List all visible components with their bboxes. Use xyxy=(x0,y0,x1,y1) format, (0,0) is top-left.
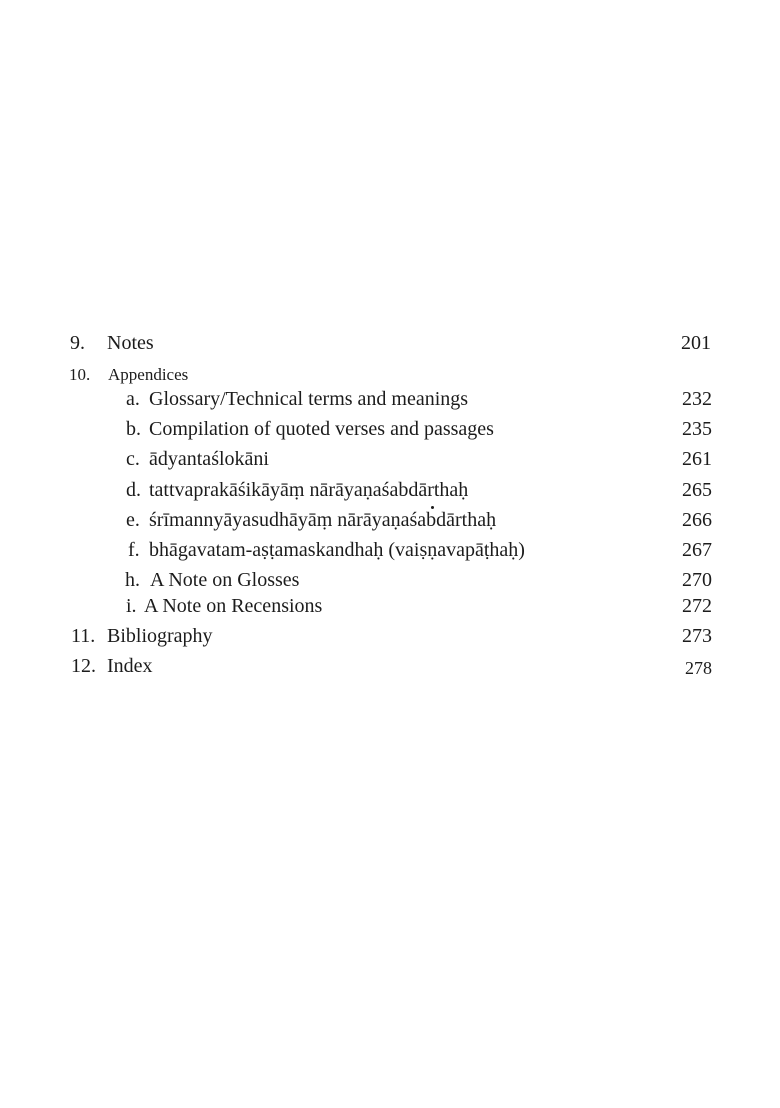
toc-entry-title: Bibliography xyxy=(107,625,213,647)
toc-entry-index xyxy=(0,655,780,681)
toc-entry-number: f. xyxy=(128,539,140,561)
toc-entry-adyantaslokani xyxy=(0,448,780,474)
toc-entry-number: h. xyxy=(125,569,140,591)
toc-entry-tattvaprakasika xyxy=(0,479,780,505)
toc-entry-page: 232 xyxy=(682,388,712,410)
toc-entry-title: Glossary/Technical terms and meanings xyxy=(149,388,469,410)
toc-entry-number: a. xyxy=(126,388,140,410)
toc-entry-title: A Note on Glosses xyxy=(150,569,300,591)
toc-entry-quoted-verses xyxy=(0,418,780,444)
toc-entry-page: 235 xyxy=(682,418,712,440)
toc-entry-number: 10. xyxy=(69,365,91,384)
toc-entry-number: e. xyxy=(126,509,140,531)
toc-entry-title: Compilation of quoted verses and passages xyxy=(149,418,494,440)
toc-entry-notes xyxy=(0,332,780,358)
toc-entry-page: 267 xyxy=(682,539,712,561)
toc-entry-page: 273 xyxy=(682,625,712,647)
toc-entry-number: 12. xyxy=(71,655,96,677)
toc-entry-title: A Note on Recensions xyxy=(144,595,323,617)
scan-dot-artifact xyxy=(431,506,434,509)
toc-entry-number: i. xyxy=(126,595,137,617)
toc-entry-number: 11. xyxy=(71,625,96,647)
toc-entry-glosses xyxy=(0,569,780,595)
toc-entry-page: 201 xyxy=(681,332,711,354)
toc-entry-title: ādyantaślokāni xyxy=(149,448,269,470)
toc-entry-title: tattvaprakāśikāyāṃ nārāyaṇaśabdārthaḥ xyxy=(149,479,469,501)
toc-entry-nyayasudha xyxy=(0,509,780,535)
toc-entry-bibliography xyxy=(0,625,780,651)
toc-entry-number: d. xyxy=(126,479,141,501)
toc-entry-bhagavatam xyxy=(0,539,780,565)
toc-entry-title: śrīmannyāyasudhāyāṃ nārāyaṇaśabdārthaḥ xyxy=(149,509,497,531)
toc-entry-number: c. xyxy=(126,448,140,470)
toc-entry-page: 270 xyxy=(682,569,712,591)
toc-entry-page: 278 xyxy=(685,658,712,678)
toc-entry-title: Index xyxy=(107,655,153,677)
toc-entry-title: Appendices xyxy=(108,365,189,384)
toc-entry-page: 266 xyxy=(682,509,712,531)
toc-entry-number: b. xyxy=(126,418,141,440)
toc-entry-glossary xyxy=(0,388,780,414)
toc-entry-number: 9. xyxy=(70,332,85,354)
toc-entry-title: bhāgavatam-aṣṭamaskandhaḥ (vaiṣṇavapāṭhaḥ) xyxy=(149,539,525,561)
toc-entry-page: 265 xyxy=(682,479,712,501)
toc-entry-page: 272 xyxy=(682,595,712,617)
toc-entry-recensions xyxy=(0,595,780,621)
toc-entry-title: Notes xyxy=(107,332,154,354)
toc-entry-page: 261 xyxy=(682,448,712,470)
